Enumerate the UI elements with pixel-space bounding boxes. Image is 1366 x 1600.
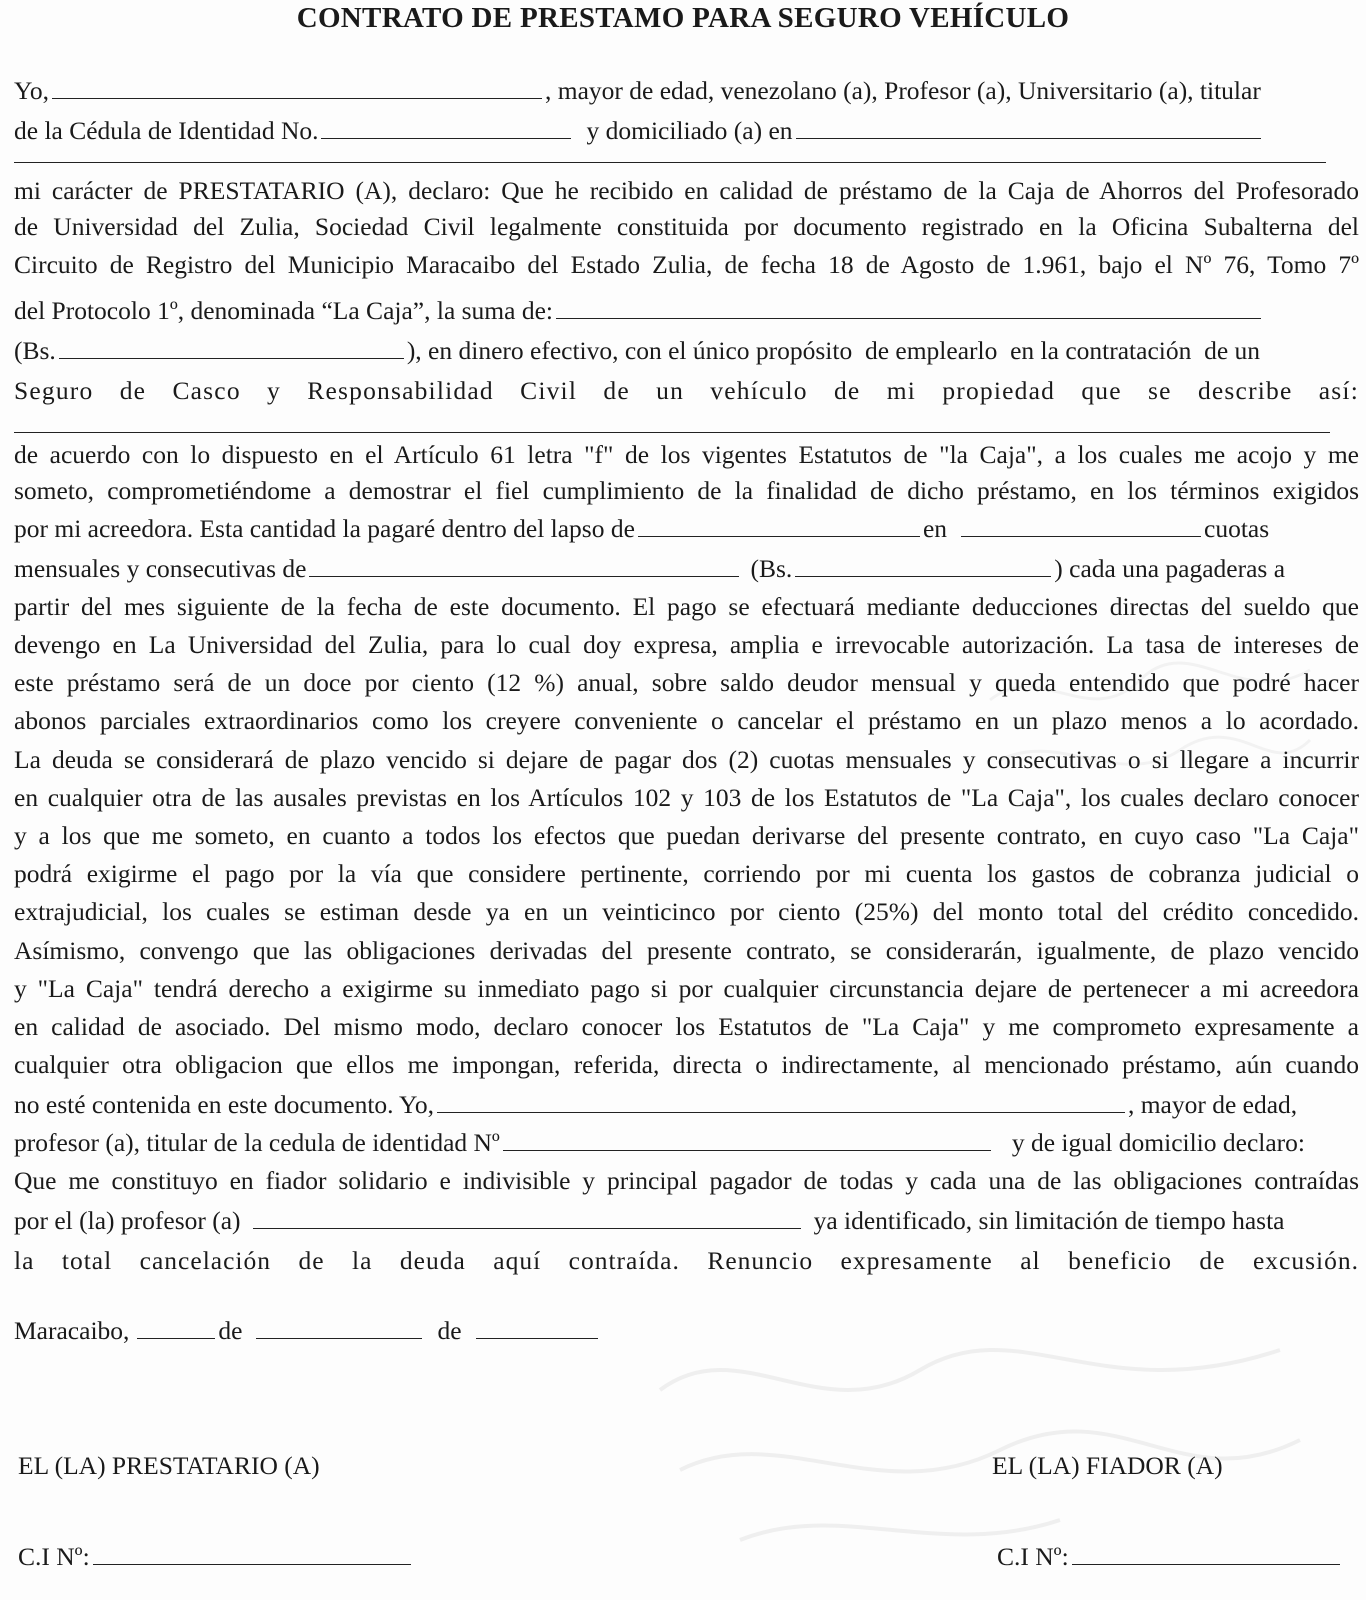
text-line: en cualquier otra de las ausales previstas en los Artículos 102 y 103 de los Estatutos de "La Caja", los cuales declaro conocer	[14, 783, 1359, 812]
installment-amount-bs-blank[interactable]	[795, 575, 1051, 577]
professor-name-blank[interactable]	[253, 1227, 801, 1229]
installments-count-blank[interactable]	[961, 535, 1201, 537]
text-line: este préstamo será de un doce por ciento (12 %) anual, sobre saldo deudor mensual y queda entendido que podré hacer	[14, 668, 1359, 697]
loan-amount-bs-blank[interactable]	[59, 357, 404, 359]
text-line: abonos parciales extraordinarios como los creyere conveniente o cancelar el préstamo en un plazo menos a lo acordado.	[14, 706, 1359, 735]
vehicle-description-blank[interactable]	[14, 432, 1330, 433]
text-line: mensuales y consecutivas de (Bs. ) cada una pagaderas a	[14, 554, 1286, 583]
loan-amount-words-blank[interactable]	[556, 317, 1261, 319]
address-blank[interactable]	[796, 137, 1261, 139]
guarantor-ci-blank[interactable]	[1072, 1563, 1340, 1565]
borrower-ci-blank[interactable]	[93, 1563, 411, 1565]
address-continuation-blank[interactable]	[14, 162, 1326, 163]
date-day-blank[interactable]	[137, 1337, 215, 1339]
text-line: Asímismo, convengo que las obligaciones derivadas del presente contrato, se considerarán, igualmente, de plazo vencido	[14, 936, 1359, 965]
guarantor-id-blank[interactable]	[503, 1149, 991, 1151]
text-line: (Bs. ), en dinero efectivo, con el único propósito de emplearlo en la contratación de un	[14, 336, 1261, 365]
text-line: en calidad de asociado. Del mismo modo, declaro conocer los Estatutos de "La Caja" y me comprometo expresamente a	[14, 1012, 1359, 1041]
text-line: extrajudicial, los cuales se estiman desde ya en un veinticinco por ciento (25%) del monto total del crédito concedido.	[14, 897, 1359, 926]
text-line: Seguro de Casco y Responsabilidad Civil de un vehículo de mi propiedad que se describe así:	[14, 376, 1359, 405]
date-year-blank[interactable]	[476, 1337, 598, 1339]
text-line: someto, comprometiéndome a demostrar el fiel cumplimiento de la finalidad de dicho préstamo, en los términos exigidos	[14, 476, 1359, 505]
text-line: y "La Caja" tendrá derecho a exigirme su inmediato pago si por cualquier circunstancia dejare de pertenecer a mi acreedora	[14, 974, 1359, 1003]
text-line: La deuda se considerará de plazo vencido si dejare de pagar dos (2) cuotas mensuales y consecutivas o si llegare a incurrir	[14, 745, 1359, 774]
date-line: Maracaibo, de de	[14, 1316, 1359, 1346]
date-month-blank[interactable]	[256, 1337, 422, 1339]
text-line: profesor (a), titular de la cedula de identidad Nº y de igual domicilio declaro:	[14, 1128, 1306, 1157]
text-line: de acuerdo con lo dispuesto en el Artículo 61 letra "f" de los vigentes Estatutos de "la Caja", a los cuales me acojo y me	[14, 440, 1359, 469]
text-line: Yo, , mayor de edad, venezolano (a), Profesor (a), Universitario (a), titular	[14, 76, 1261, 105]
text-line: Que me constituyo en fiador solidario e indivisible y principal pagador de todas y cada una de las obligaciones contraídas	[14, 1166, 1359, 1195]
guarantor-ci-line: C.I Nº:	[997, 1542, 1343, 1572]
text-line: por mi acreedora. Esta cantidad la pagaré dentro del lapso de en cuotas	[14, 514, 1270, 543]
text-line: y a los que me someto, en cuanto a todos los efectos que puedan derivarse del presente contrato, en cuyo caso "La Caja"	[14, 821, 1359, 850]
text-line: de Universidad del Zulia, Sociedad Civil legalmente constituida por documento registrado en la Oficina Subalterna del	[14, 212, 1359, 241]
text-line: por el (la) profesor (a) ya identificado, sin limitación de tiempo hasta	[14, 1206, 1285, 1235]
text-line: de la Cédula de Identidad No. y domiciliado (a) en	[14, 116, 1359, 146]
text-line: cualquier otra obligacion que ellos me impongan, referida, directa o indirectamente, al mencionado préstamo, aún cuando	[14, 1050, 1359, 1079]
text-line: mi carácter de PRESTATARIO (A), declaro: Que he recibido en calidad de préstamo de la Caja de Ahorros del Profesorado	[14, 176, 1359, 205]
text-line: podrá exigirme el pago por la vía que considere pertinente, corriendo por mi cuenta los gastos de cobranza judicial o	[14, 859, 1359, 888]
term-blank[interactable]	[638, 535, 920, 537]
installment-amount-words-blank[interactable]	[309, 575, 739, 577]
text-line: no esté contenida en este documento. Yo, , mayor de edad,	[14, 1090, 1298, 1119]
borrower-id-blank[interactable]	[321, 137, 571, 139]
show-through-marks	[620, 1310, 1320, 1570]
borrower-label: EL (LA) PRESTATARIO (A)	[18, 1451, 320, 1480]
text-line: Circuito de Registro del Municipio Maracaibo del Estado Zulia, de fecha 18 de Agosto de 1.961, bajo el Nº 76, Tomo 7º	[14, 250, 1359, 279]
borrower-ci-line: C.I Nº:	[18, 1542, 414, 1572]
document-title: CONTRATO DE PRESTAMO PARA SEGURO VEHÍCULO	[296, 2, 1070, 34]
guarantor-name-blank[interactable]	[437, 1111, 1125, 1113]
text-line: la total cancelación de la deuda aquí contraída. Renuncio expresamente al beneficio de excusión.	[14, 1246, 1359, 1275]
text-line: del Protocolo 1º, denominada “La Caja”, la suma de:	[14, 296, 1359, 326]
guarantor-label: EL (LA) FIADOR (A)	[992, 1451, 1223, 1480]
text-line: partir del mes siguiente de la fecha de este documento. El pago se efectuará mediante deducciones directas del sueldo que	[14, 592, 1359, 621]
text-line: devengo en La Universidad del Zulia, para lo cual doy expresa, amplia e irrevocable autorización. La tasa de intereses de	[14, 630, 1359, 659]
borrower-name-blank[interactable]	[52, 97, 542, 99]
